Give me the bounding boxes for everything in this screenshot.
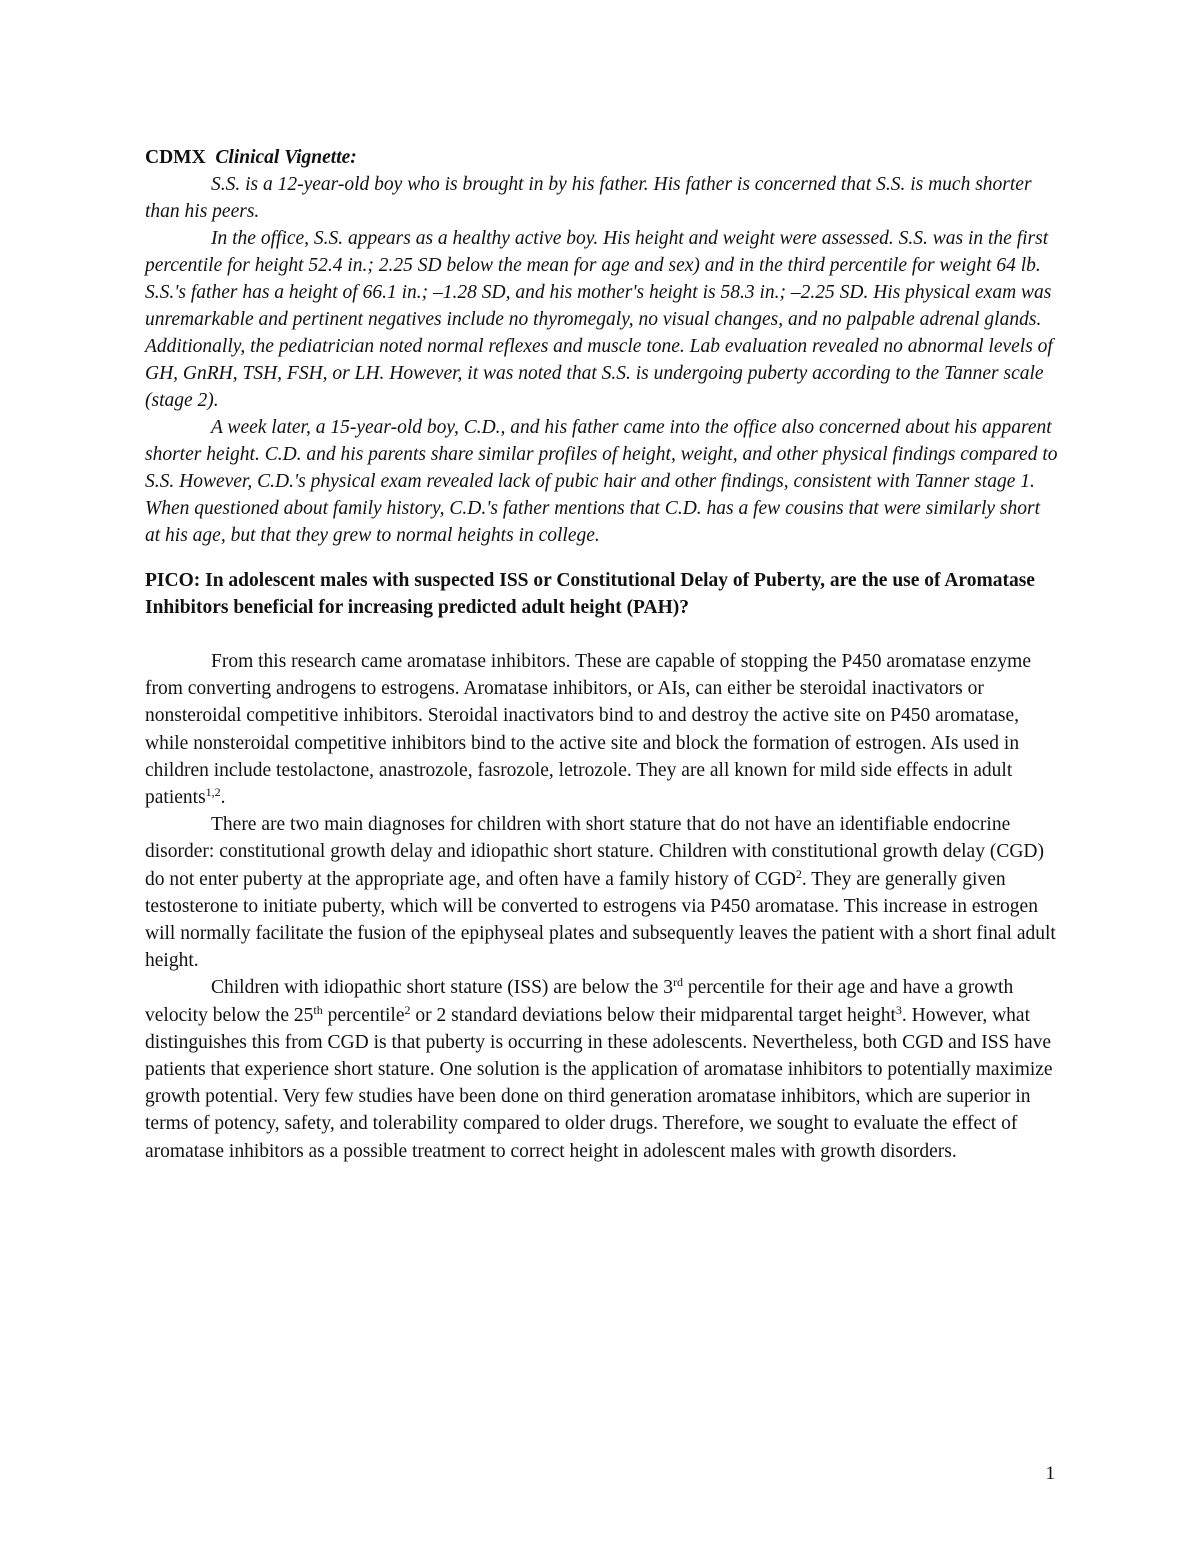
citation-superscript: 2 [404, 1002, 411, 1017]
body-text-run: . [220, 787, 226, 809]
vignette-heading-lead: CDMX [145, 147, 206, 168]
vignette-paragraph: A week later, a 15-year-old boy, C.D., and his father came into the office also concerned about his apparent shorter height. C.D. and his parents share similar profiles of height, weight, and other physical findings compared to S.S. However, C.D.'s physical exam revealed lack of pubic hair and other findings, consistent with Tanner stage 1. When questioned about family history, C.D.'s father mentions that C.D. has a few cousins that were similarly short at his age, but that they grew to normal heights in college. [145, 417, 1058, 546]
ordinal-superscript: rd [672, 975, 683, 990]
vignette-heading-title: Clinical Vignette: [215, 147, 357, 168]
vignette-paragraph: In the office, S.S. appears as a healthy active boy. His height and weight were assessed. S.S. was in the first percentile for height 52.4 in.; 2.25 SD below the mean for age and sex) and in the third percentile for weight 64 lb. S.S.'s father has a height of 66.1 in.; –1.28 SD, and his mother's height is 58.3 in.; –2.25 SD. His physical exam was unremarkable and pertinent negatives include no thyromegaly, no visual changes, and no palpable adrenal glands. Additionally, the pediatrician noted normal reflexes and muscle tone. Lab evaluation revealed no abnormal levels of GH, GnRH, TSH, FSH, or LH. However, it was noted that S.S. is undergoing puberty according to the Tanner scale (stage 2). [145, 228, 1053, 411]
page-number: 1 [1045, 1463, 1055, 1484]
body-paragraph-iss [145, 974, 1060, 1164]
vignette-heading [145, 144, 1060, 171]
body-text-run: . However, what distinguishes this from CGD is that puberty is occurring in these adolescents. Nevertheless, both CGD and ISS have patients that experience short stature. One solution is the application of aromatase inhibitors to potentially maximize growth potential. Very few studies have been done on third generation aromatase inhibitors, which are superior in terms of potency, safety, and tolerability compared to older drugs. Therefore, we sought to evaluate the effect of aromatase inhibitors as a possible treatment to correct height in adolescent males with growth disorders. [145, 1004, 1053, 1162]
citation-superscript: 2 [795, 866, 802, 881]
body-paragraph-diagnoses [145, 811, 1060, 974]
pico-question: PICO: In adolescent males with suspected ISS or Constitutional Delay of Puberty, are the use of Aromatase Inhibitors beneficial for increasing predicted adult height (PAH)? [145, 570, 1035, 618]
body-paragraph-aromatase [145, 648, 1060, 811]
body-text-run: From this research came aromatase inhibitors. These are capable of stopping the P450 aromatase enzyme from converting androgens to estrogens. Aromatase inhibitors, or AIs, can either be steroidal inactivators or nonsteroidal competitive inhibitors. Steroidal inactivators bind to and destroy the active site on P450 aromatase, while nonsteroidal competitive inhibitors bind to the active site and block the formation of estrogen. AIs used in children include testolactone, anastrozole, fasrozole, letrozole. They are all known for mild side effects in adult patients [145, 651, 1031, 809]
body-text-run: or 2 standard deviations below their midparental target height [410, 1004, 896, 1026]
vignette-paragraph: S.S. is a 12-year-old boy who is brought in by his father. His father is concerned that S.S. is much shorter than his peers. [145, 174, 1032, 222]
citation-superscript: 1,2 [205, 785, 221, 800]
body-text-run: percentile for their age and have a growth velocity below the 25 [145, 977, 1014, 1026]
body-text [145, 648, 1060, 1165]
citation-superscript: 3 [895, 1002, 902, 1017]
body-text-run: There are two main diagnoses for children with short stature that do not have an identifiable endocrine disorder: constitutional growth delay and idiopathic short stature. Children with constitutional growth delay (CGD) do not enter puberty at the appropriate age, and often have a family history of CGD [145, 814, 1044, 890]
ordinal-superscript: th [313, 1002, 323, 1017]
body-text-run: . They are generally given testosterone to initiate puberty, which will be converted to estrogens via P450 aromatase. This increase in estrogen will normally facilitate the fusion of the epiphyseal plates and subsequently leaves the patient with a short final adult height. [145, 868, 1056, 972]
clinical-vignette [145, 144, 1060, 549]
page-content [145, 144, 1060, 1165]
body-text-run: percentile [322, 1004, 405, 1026]
body-text-run: Children with idiopathic short stature (ISS) are below the 3 [211, 977, 673, 999]
